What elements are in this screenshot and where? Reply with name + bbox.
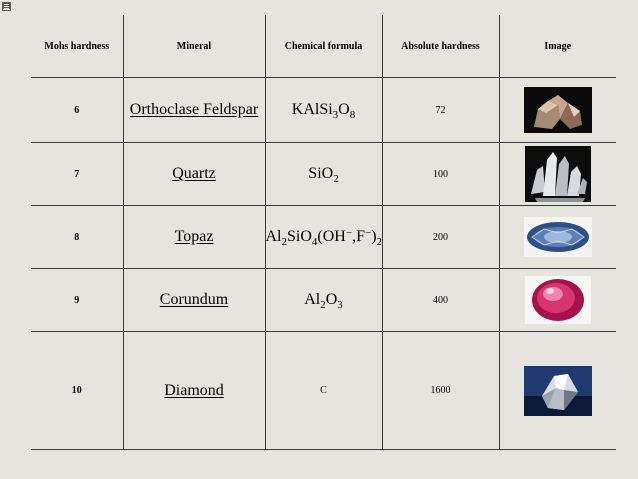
orthoclase-crystal-photo <box>524 87 592 133</box>
chemical-formula: C <box>320 384 327 396</box>
corundum-gem-photo <box>525 276 591 324</box>
absolute-hardness-value: 400 <box>382 269 499 332</box>
image-cell <box>499 206 616 269</box>
table-row <box>31 332 616 450</box>
chemical-formula: $Al_2SiO_4(OH^-,F^-)_2$ <box>265 227 383 248</box>
formula-cell <box>265 332 382 450</box>
mineral-link-quartz[interactable]: Quartz <box>172 165 216 182</box>
mohs-value: 10 <box>31 332 123 450</box>
absolute-hardness-value: 200 <box>382 206 499 269</box>
header-absolute-hardness: Absolute hardness <box>382 15 499 78</box>
mineral-cell <box>123 206 265 269</box>
mineral-cell <box>123 332 265 450</box>
table-row <box>31 78 616 143</box>
chemical-formula: $KAlSi_3O_8$ <box>291 101 356 121</box>
mohs-hardness-table <box>31 15 616 450</box>
mohs-value: 8 <box>31 206 123 269</box>
mineral-cell <box>123 143 265 206</box>
chemical-formula: $Al_2O_3$ <box>304 291 343 311</box>
mineral-link-corundum[interactable]: Corundum <box>159 291 229 308</box>
mineral-cell <box>123 78 265 143</box>
header-chemical-formula: Chemical formula <box>265 15 382 78</box>
formula-cell <box>265 269 382 332</box>
absolute-hardness-value: 72 <box>382 78 499 143</box>
image-cell <box>499 78 616 143</box>
absolute-hardness-value: 100 <box>382 143 499 206</box>
table-row <box>31 143 616 206</box>
table-row <box>31 206 616 269</box>
mineral-link-topaz[interactable]: Topaz <box>174 228 214 245</box>
header-mohs-hardness: Mohs hardness <box>31 15 123 78</box>
mineral-link-diamond[interactable]: Diamond <box>164 381 224 399</box>
image-cell <box>499 332 616 450</box>
mohs-value: 7 <box>31 143 123 206</box>
formula-cell <box>265 143 382 206</box>
image-cell <box>499 143 616 206</box>
header-image: Image <box>499 15 616 78</box>
diamond-crystal-photo <box>524 366 592 416</box>
header-mineral: Mineral <box>123 15 265 78</box>
formula-cell <box>265 206 382 269</box>
slide-menu-icon <box>2 2 11 11</box>
table-row <box>31 269 616 332</box>
mohs-value: 6 <box>31 78 123 143</box>
quartz-crystal-photo <box>525 146 591 202</box>
formula-cell <box>265 78 382 143</box>
mineral-cell <box>123 269 265 332</box>
absolute-hardness-value: 1600 <box>382 332 499 450</box>
hardness-table-container <box>31 15 616 450</box>
table-header-row <box>31 15 616 78</box>
topaz-gem-photo <box>524 217 592 257</box>
image-cell <box>499 269 616 332</box>
mineral-link-orthoclase[interactable]: Orthoclase Feldspar <box>129 101 259 118</box>
mohs-value: 9 <box>31 269 123 332</box>
chemical-formula: SiO$_2$ <box>308 165 339 185</box>
